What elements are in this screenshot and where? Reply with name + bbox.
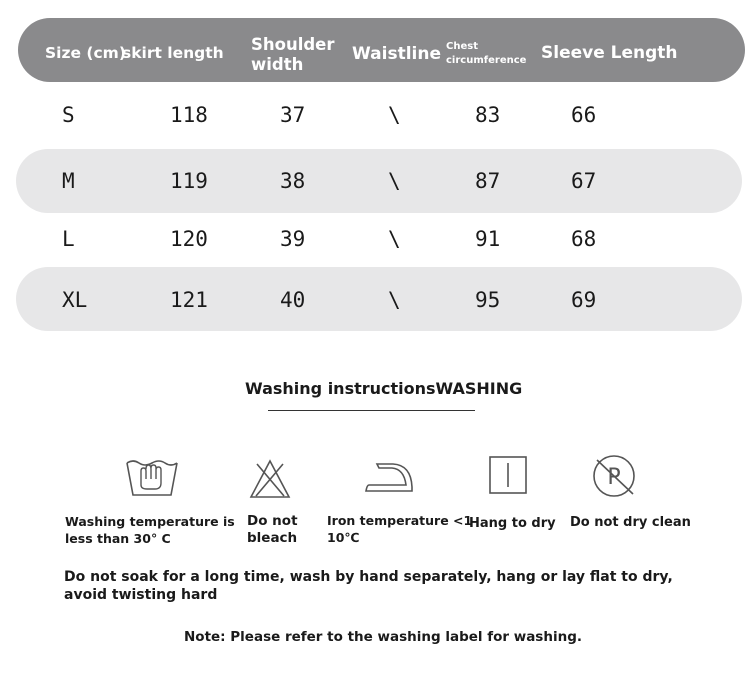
cell-skirt-length: 121 — [170, 288, 208, 312]
cell-shoulder-width: 37 — [280, 103, 306, 127]
cell-size: S — [62, 103, 75, 127]
header-chest-line1: Chest — [446, 41, 478, 52]
soak-instructions: Do not soak for a long time, wash by hand separately, hang or lay flat to dry, avoid twisting hard — [64, 569, 673, 603]
header-waistline: Waistline — [352, 44, 441, 64]
cell-skirt-length: 118 — [170, 103, 208, 127]
iron-label-line2: 10℃ — [327, 530, 360, 545]
header-chest-line2: circumference — [446, 55, 527, 66]
header-skirt-length: skirt length — [122, 44, 224, 62]
row-band-xl — [16, 267, 742, 331]
no-bleach-label-line1: Do not — [247, 513, 298, 529]
washing-title: Washing instructionsWASHING — [245, 379, 523, 398]
hand-wash-icon — [125, 455, 179, 499]
no-bleach-label — [247, 513, 298, 547]
hang-dry-label: Hang to dry — [469, 516, 556, 531]
cell-waistline: \ — [388, 227, 401, 251]
cell-waistline: \ — [388, 169, 401, 193]
cell-sleeve-length: 69 — [571, 288, 597, 312]
cell-size: M — [62, 169, 75, 193]
hand-wash-label — [65, 513, 235, 547]
cell-shoulder-width: 39 — [280, 227, 306, 251]
cell-chest: 91 — [475, 227, 501, 251]
hand-wash-label-line1: Washing temperature is — [65, 514, 235, 529]
svg-text:P: P — [607, 465, 621, 490]
cell-size: L — [62, 227, 75, 251]
cell-skirt-length: 119 — [170, 169, 208, 193]
cell-sleeve-length: 67 — [571, 169, 597, 193]
cell-shoulder-width: 40 — [280, 288, 306, 312]
header-shoulder-line2: width — [251, 55, 304, 74]
no-dry-clean-icon — [590, 454, 638, 498]
cell-waistline: \ — [388, 103, 401, 127]
cell-waistline: \ — [388, 288, 401, 312]
header-chest — [446, 40, 526, 68]
cell-sleeve-length: 68 — [571, 227, 597, 251]
iron-label-line1: Iron temperature <1 — [327, 513, 473, 528]
header-sleeve-length: Sleeve Length — [541, 43, 678, 63]
cell-size: XL — [62, 288, 88, 312]
header-shoulder-line1: Shoulder — [251, 35, 335, 54]
washing-note: Note: Please refer to the washing label for washing. — [184, 629, 582, 645]
cell-chest: 95 — [475, 288, 501, 312]
iron-label — [327, 512, 472, 546]
header-shoulder-width — [251, 35, 335, 75]
iron-icon — [363, 459, 415, 495]
cell-chest: 83 — [475, 103, 501, 127]
cell-skirt-length: 120 — [170, 227, 208, 251]
cell-chest: 87 — [475, 169, 501, 193]
row-band-m — [16, 149, 742, 213]
hang-dry-icon — [488, 455, 528, 497]
hand-wash-label-line2: less than 30° C — [65, 531, 171, 546]
cell-sleeve-length: 66 — [571, 103, 597, 127]
header-size: Size (cm) — [45, 44, 126, 62]
washing-title-underline — [268, 410, 475, 411]
no-bleach-label-line2: bleach — [247, 530, 298, 546]
no-dry-clean-label: Do not dry clean — [570, 515, 691, 530]
no-bleach-icon — [248, 458, 292, 500]
cell-shoulder-width: 38 — [280, 169, 306, 193]
